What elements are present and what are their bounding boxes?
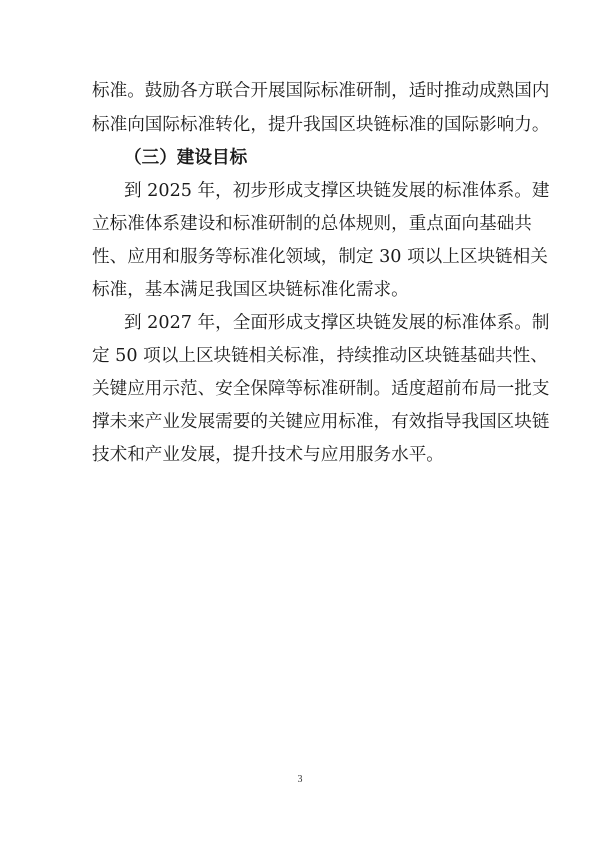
paragraph-line: 技术和产业发展，提升技术与应用服务水平。 xyxy=(92,445,444,465)
paragraph-line: 标准向国际标准转化，提升我国区块链标准的国际影响力。 xyxy=(92,115,550,135)
paragraph-line: 到 2025 年，初步形成支撑区块链发展的标准体系。建 xyxy=(124,181,550,201)
paragraph-line: 关键应用示范、安全保障等标准研制。适度超前布局一批支 xyxy=(92,379,550,399)
paragraph-line: 立标准体系建设和标准研制的总体规则，重点面向基础共 xyxy=(92,214,532,234)
paragraph-line: 标准，基本满足我国区块链标准化需求。 xyxy=(92,280,409,300)
paragraph-line: 撑未来产业发展需要的关键应用标准，有效指导我国区块链 xyxy=(92,412,550,432)
paragraph-line: 性、应用和服务等标准化领域，制定 30 项以上区块链相关 xyxy=(92,247,548,267)
page-number: 3 xyxy=(297,774,303,785)
paragraph-line: 标准。鼓励各方联合开展国际标准研制，适时推动成熟国内 xyxy=(92,81,550,101)
section-heading: （三）建设目标 xyxy=(124,147,248,168)
paragraph-line: 到 2027 年，全面形成支撑区块链发展的标准体系。制 xyxy=(124,313,550,333)
paragraph-line: 定 50 项以上区块链相关标准，持续推动区块链基础共性、 xyxy=(92,346,548,366)
